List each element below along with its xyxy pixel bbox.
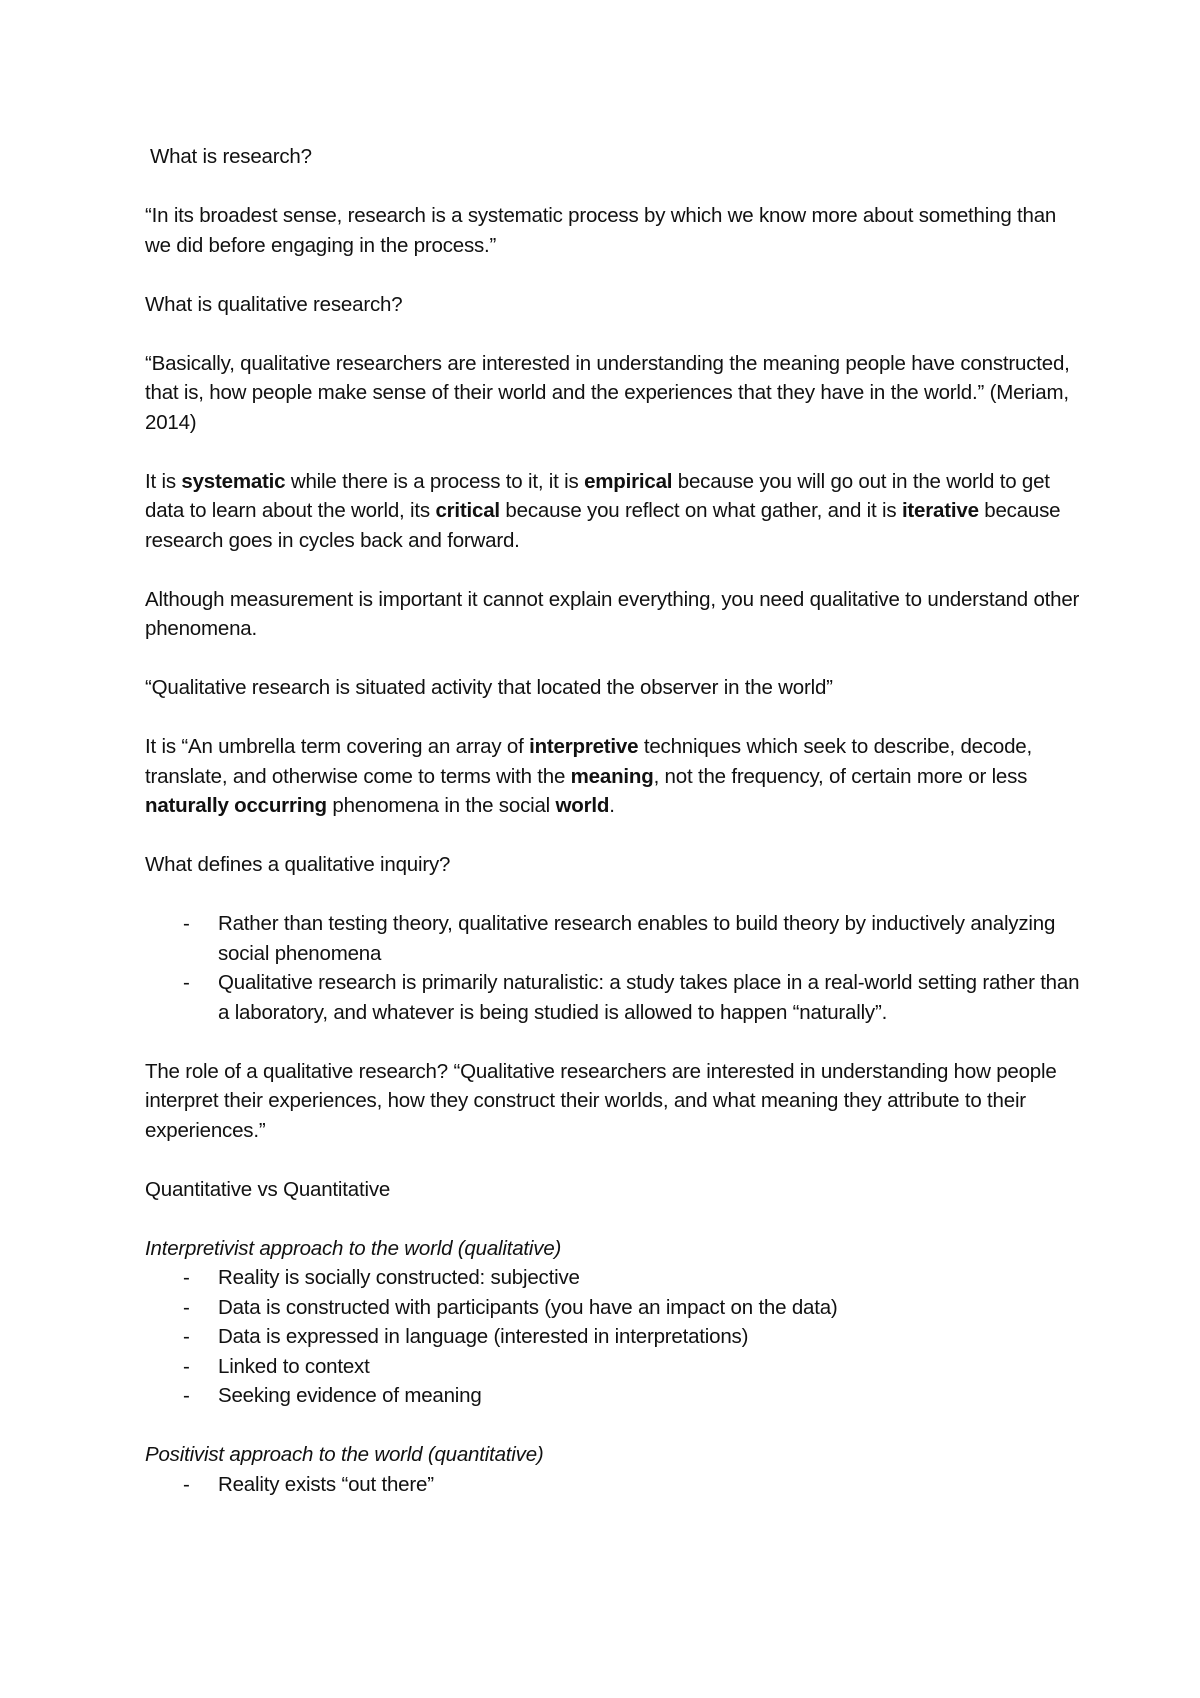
paragraph-umbrella-term (145, 732, 1080, 821)
heading-qualitative-inquiry: What defines a qualitative inquiry? (145, 853, 451, 876)
positivist-list (145, 1470, 1080, 1500)
text-run: while there is a process to it, it is (285, 469, 585, 493)
dash-bullet: - (183, 1384, 190, 1407)
list-item (145, 968, 1080, 1027)
list-item-text: Qualitative research is primarily naturalistic: a study takes place in a real-world setting rather than a laboratory, and whatever is being studied is allowed to happen “naturally”. (218, 971, 1080, 1024)
paragraph-qualitative-definition: “Basically, qualitative researchers are interested in understanding the meaning people have constructed, that is, how people make sense of their world and the experiences that they have in the world.” (Meriam, 2014) (145, 351, 1070, 434)
bold-term-interpretive: interpretive (529, 735, 639, 758)
list-item (145, 909, 1080, 968)
list-item-text: Data is constructed with participants (you have an impact on the data) (218, 1295, 838, 1319)
list-item (145, 1293, 1080, 1323)
text-run: techniques which seek to describe, decode, translate, and otherwise come to terms with the (145, 735, 1033, 788)
list-item (145, 1263, 1080, 1293)
bold-term-naturally-occurring: naturally occurring (145, 794, 327, 817)
list-item (145, 1470, 1080, 1500)
dash-bullet: - (183, 1472, 190, 1496)
heading-interpretivist: Interpretivist approach to the world (qualitative) (145, 1236, 562, 1260)
document-body (145, 142, 1080, 1529)
list-item-text: Linked to context (218, 1354, 370, 1378)
list-item-text: Reality exists “out there” (218, 1472, 434, 1496)
dash-bullet: - (183, 912, 190, 935)
list-item-text: Seeking evidence of meaning (218, 1384, 482, 1407)
bold-term-empirical: empirical (584, 469, 673, 493)
dash-bullet: - (183, 1325, 190, 1348)
text-run: because you reflect on what gather, and it is (499, 499, 902, 522)
heading-what-is-research: What is research? (150, 145, 312, 168)
list-item-text: Reality is socially constructed: subjective (218, 1266, 580, 1289)
text-run: because you will go out in the world to get data to learn about the world, its (145, 469, 1050, 522)
inquiry-list (145, 909, 1080, 1027)
heading-what-is-qualitative-research: What is qualitative research? (145, 292, 403, 316)
bold-term-critical: critical (435, 499, 500, 522)
dash-bullet: - (183, 1266, 190, 1289)
dash-bullet: - (183, 1354, 190, 1378)
list-item (145, 1381, 1080, 1411)
heading-quantitative-vs: Quantitative vs Quantitative (145, 1177, 391, 1201)
paragraph-research-properties (145, 467, 1080, 556)
list-item (145, 1352, 1080, 1382)
heading-positivist: Positivist approach to the world (quantitative) (145, 1443, 544, 1466)
paragraph-role-of-research: The role of a qualitative research? “Qualitative researchers are interested in understanding how people interpret their experiences, how they construct their worlds, and what meaning they attribute to their experiences.” (145, 1059, 1057, 1142)
dash-bullet: - (183, 1295, 190, 1319)
list-item-text: Rather than testing theory, qualitative research enables to build theory by inductively analyzing social phenomena (218, 912, 1056, 965)
paragraph-research-definition: “In its broadest sense, research is a systematic process by which we know more about something than we did before engaging in the process.” (145, 204, 1057, 257)
text-run: because research goes in cycles back and forward. (145, 499, 1061, 552)
bold-term-meaning: meaning (570, 764, 654, 788)
dash-bullet: - (183, 971, 190, 994)
bold-term-systematic: systematic (181, 469, 286, 493)
text-run: . (609, 794, 615, 817)
text-run: It is “An umbrella term covering an array of (145, 735, 530, 758)
paragraph-measurement: Although measurement is important it cannot explain everything, you need qualitative to understand other phenomena. (145, 587, 1080, 640)
list-item (145, 1322, 1080, 1352)
interpretivist-list (145, 1263, 1080, 1411)
paragraph-situated-activity: “Qualitative research is situated activity that located the observer in the world” (145, 676, 833, 699)
bold-term-world: world (555, 794, 610, 817)
bold-term-iterative: iterative (901, 499, 979, 522)
list-item-text: Data is expressed in language (interested in interpretations) (218, 1325, 749, 1348)
text-run: phenomena in the social (326, 794, 556, 817)
text-run: It is (145, 469, 182, 493)
text-run: , not the frequency, of certain more or less (653, 764, 1028, 788)
